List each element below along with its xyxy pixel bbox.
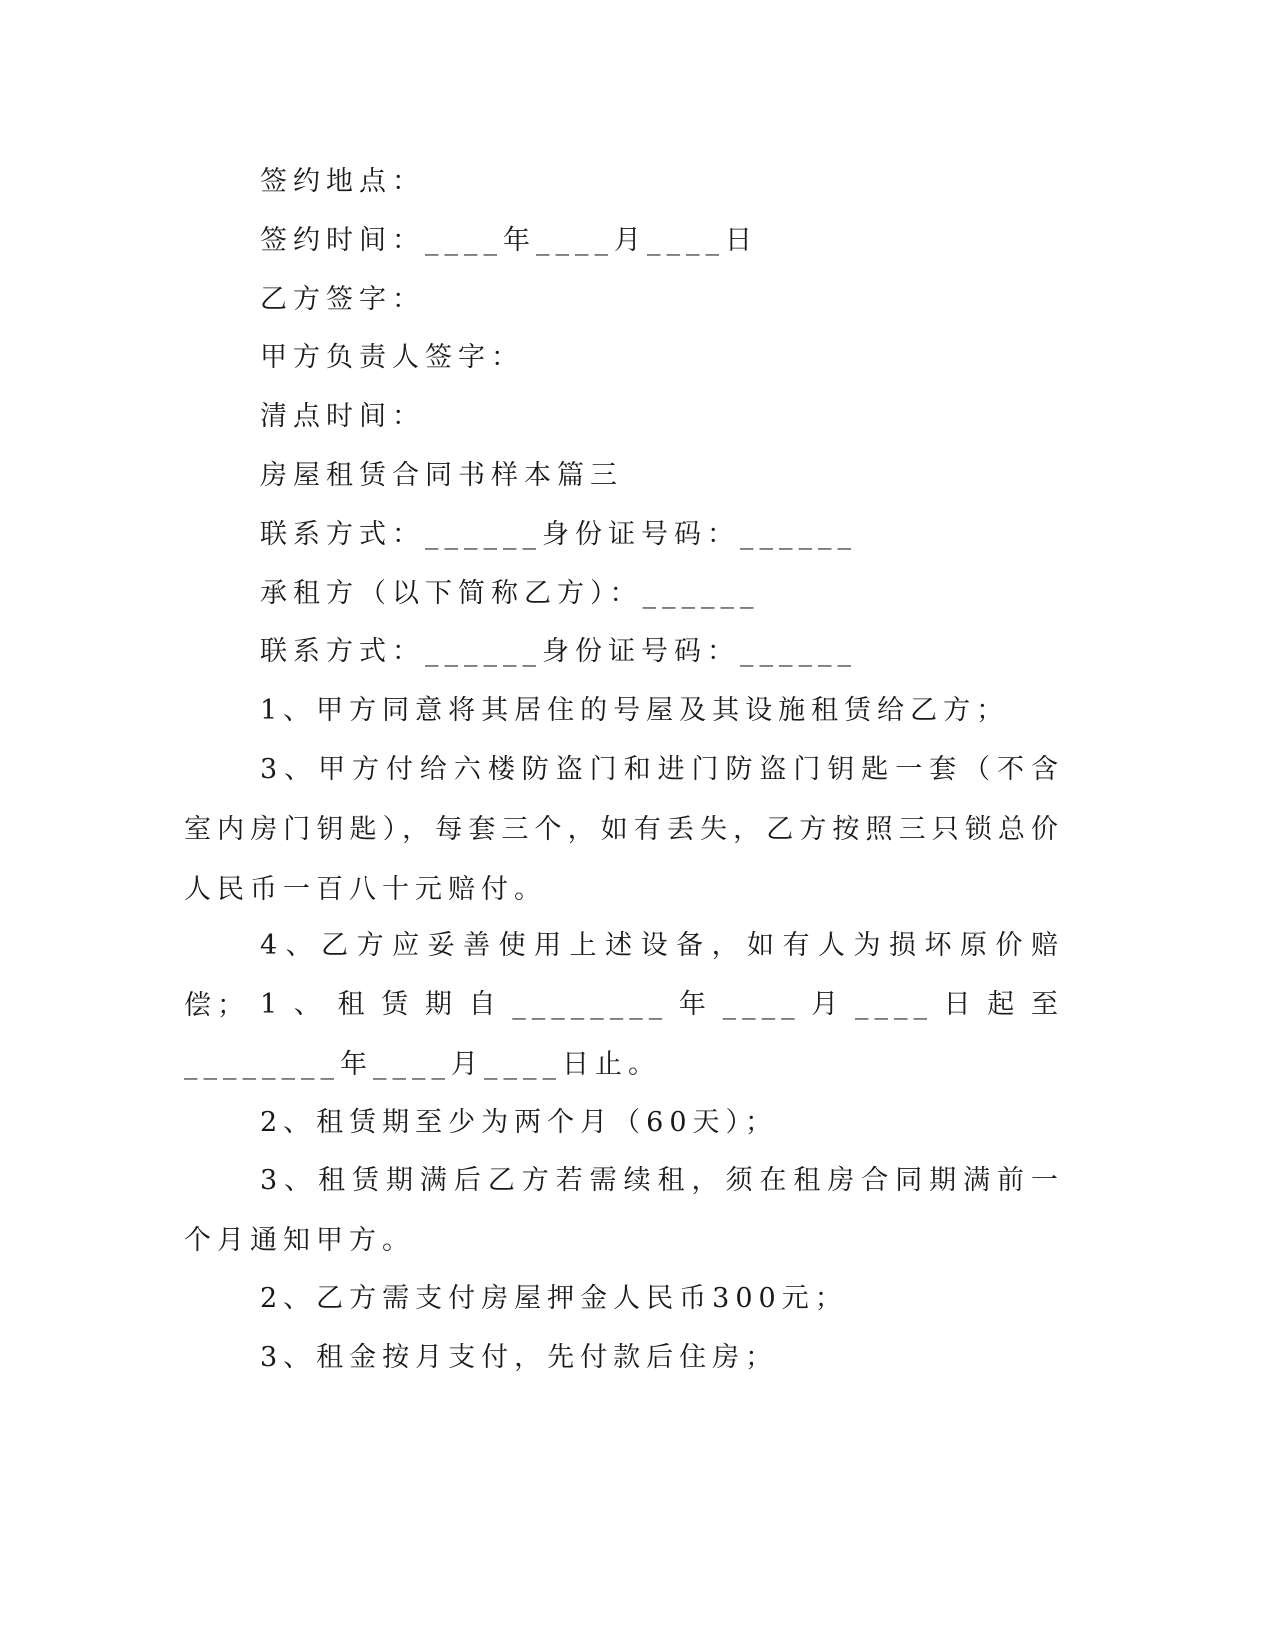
party-a-contact: 联系方式：______身份证号码：______ bbox=[260, 519, 857, 550]
clause-renewal: 3、租赁期满后乙方若需续租，须在租房合同期满前一个月通知甲方。 bbox=[184, 1165, 1064, 1256]
party-b-contact: 联系方式：______身份证号码：______ bbox=[260, 636, 857, 667]
section-title: 房屋租赁合同书样本篇三 bbox=[260, 460, 623, 491]
clause-deposit: 2、乙方需支付房屋押金人民币300元； bbox=[260, 1283, 848, 1314]
clause-premises: 1、甲方同意将其居住的号屋及其设施租赁给乙方； bbox=[260, 695, 1010, 726]
signing-date: 签约时间：____年____月____日 bbox=[260, 225, 758, 256]
signing-location: 签约地点： bbox=[260, 166, 425, 197]
clause-equipment: 4、乙方应妥善使用上述设备，如有人为损坏原价赔偿； bbox=[184, 930, 1064, 1021]
party-b-signature: 乙方签字： bbox=[260, 284, 425, 315]
clause-lease-period: 1、租赁期自________年____月____日起至________年____月____日止。 bbox=[184, 989, 1064, 1080]
inventory-time: 清点时间： bbox=[260, 401, 425, 432]
clause-minimum-term: 2、租赁期至少为两个月（60天）； bbox=[260, 1107, 779, 1138]
clause-rent-payment: 3、租金按月支付，先付款后住房； bbox=[260, 1342, 779, 1373]
party-a-representative-signature: 甲方负责人签字： bbox=[260, 342, 524, 373]
lessee-line: 承租方（以下简称乙方）：______ bbox=[260, 578, 760, 609]
clause-keys: 3、甲方付给六楼防盗门和进门防盗门钥匙一套（不含室内房门钥匙），每套三个，如有丢失，乙方按照三只锁总价人民币一百八十元赔付。 bbox=[184, 754, 1064, 905]
